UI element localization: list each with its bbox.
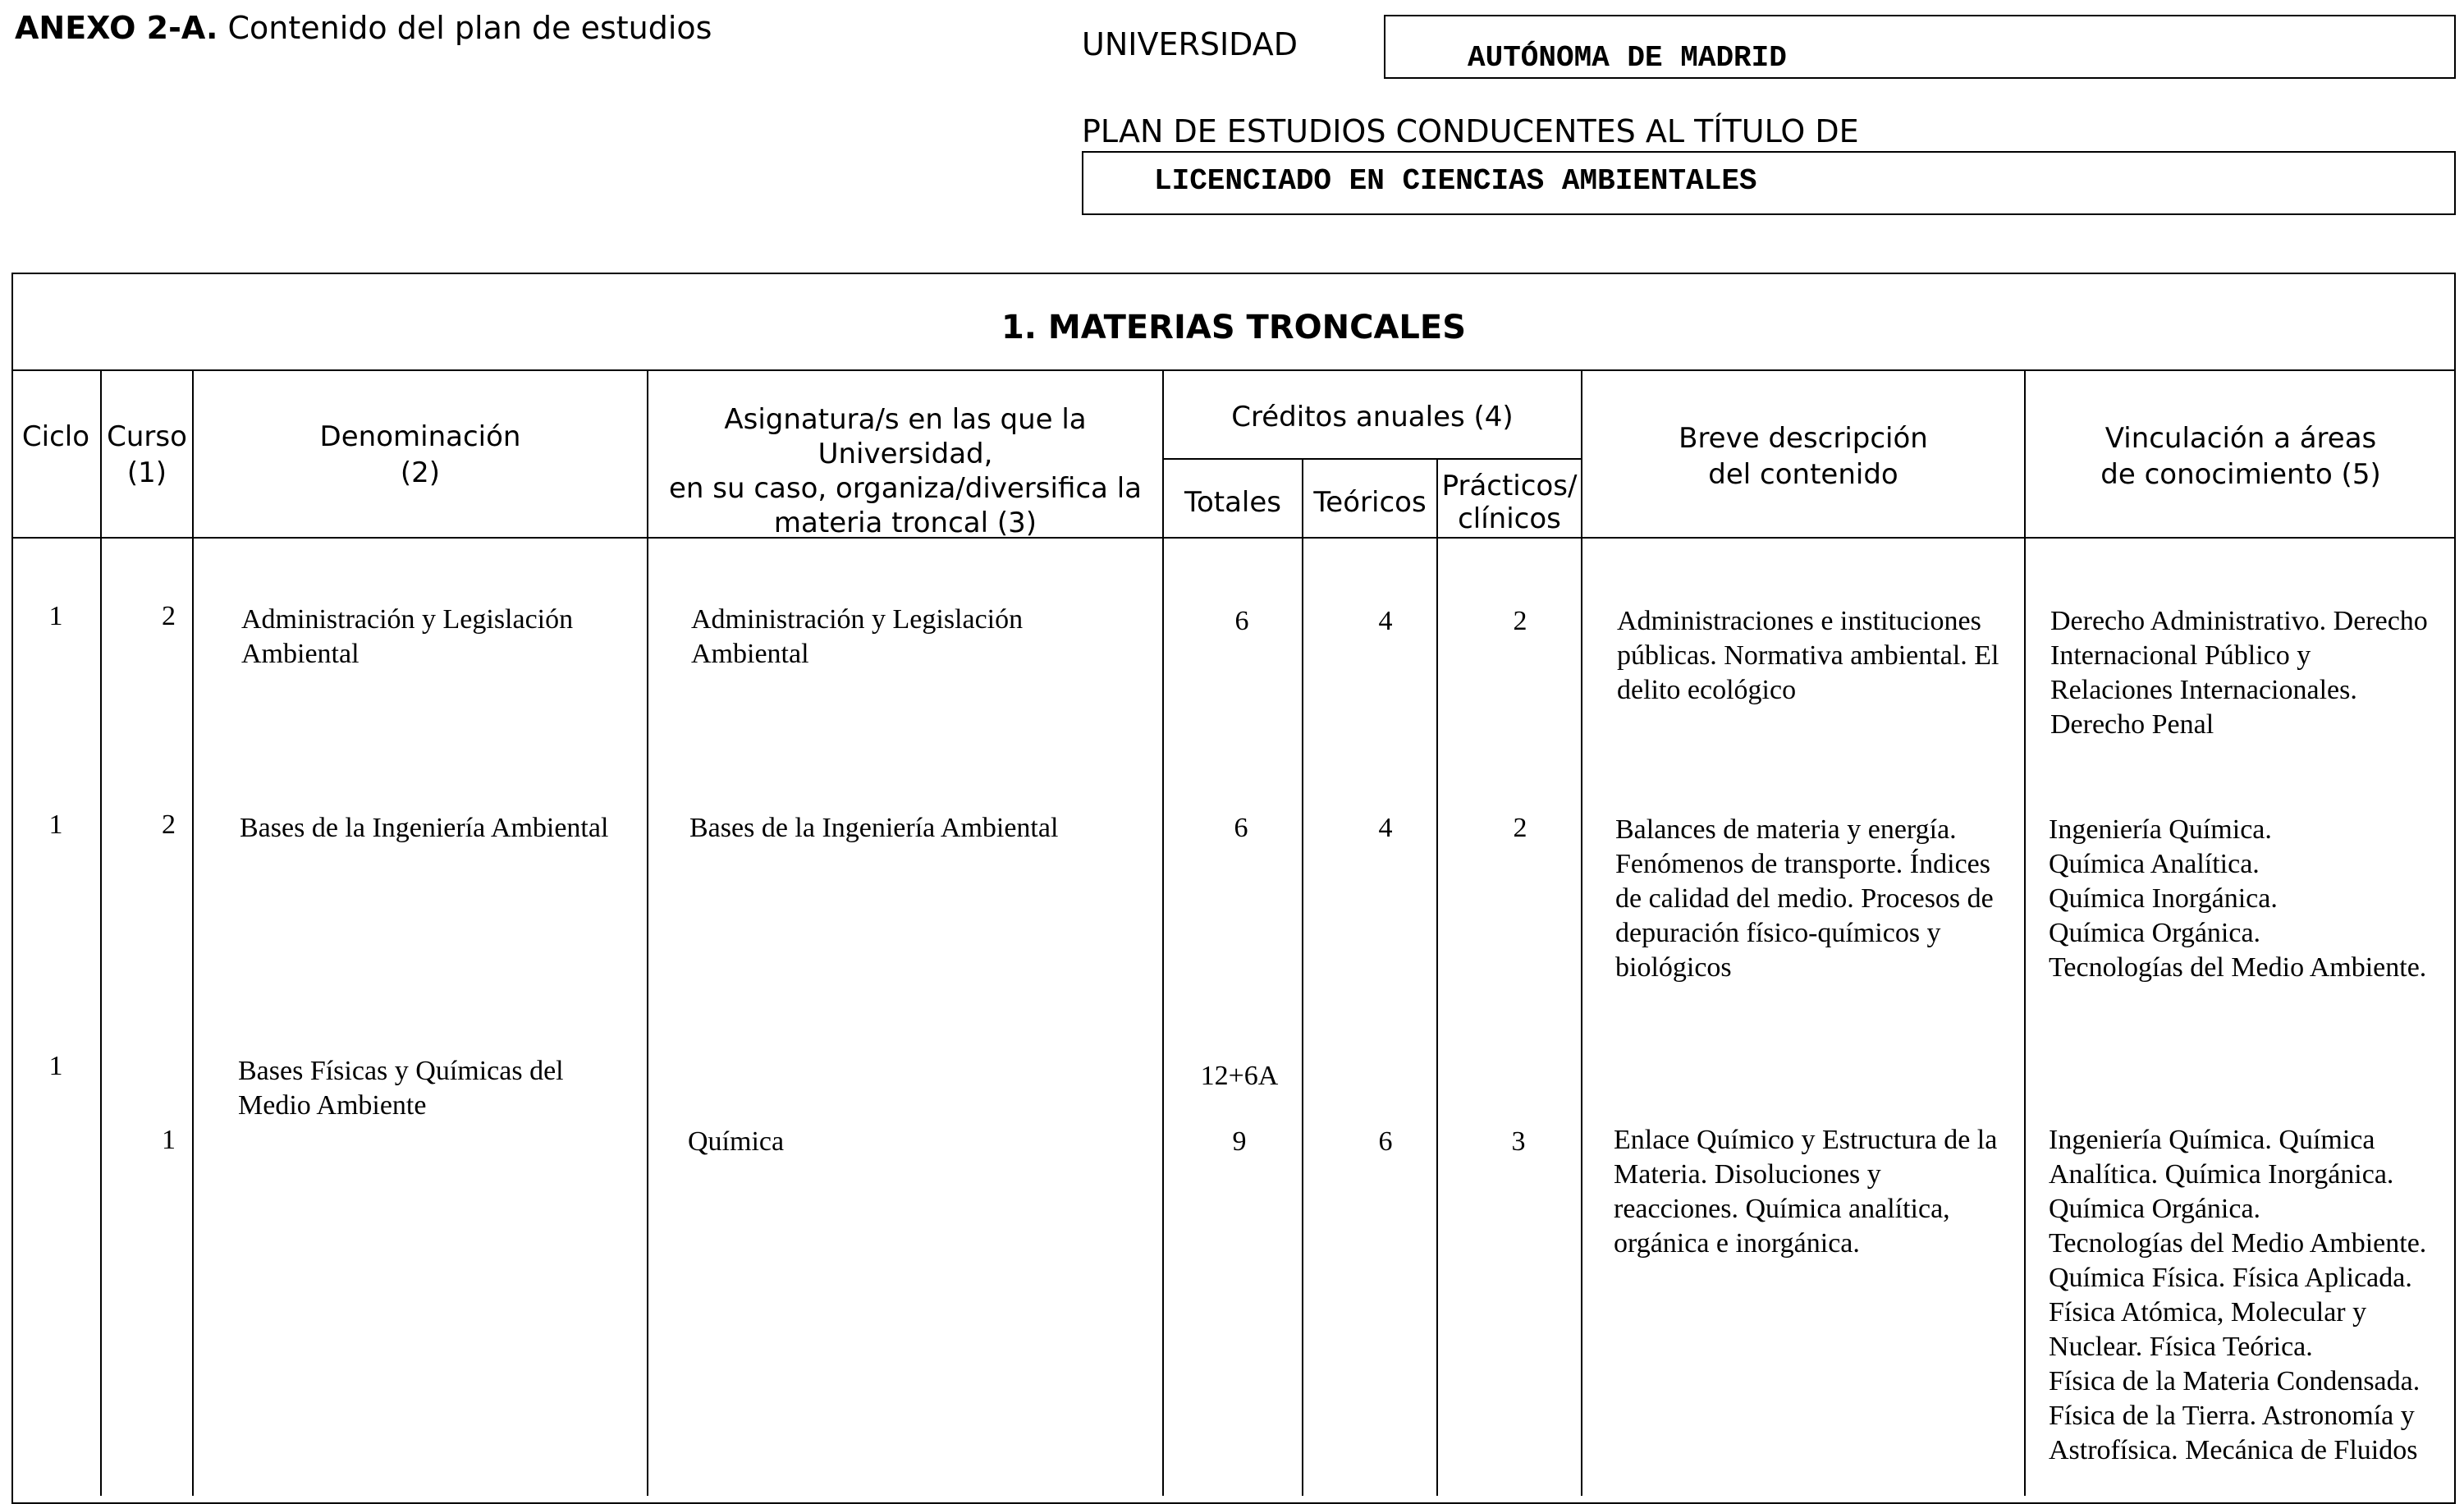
row4-totales: 9 — [1232, 1126, 1247, 1157]
row3-denominacion-line2: Medio Ambiente — [238, 1090, 427, 1121]
row4-descripcion-line2: Materia. Disoluciones y — [1614, 1159, 1881, 1190]
col-rule-ciclo — [100, 369, 102, 1496]
row4-vinculacion-line2: Analítica. Química Inorgánica. — [2049, 1159, 2394, 1190]
col-header-totales: Totales — [1184, 486, 1282, 519]
row1-descripcion — [1617, 604, 2024, 708]
col-header-vinculacion-line1: Vinculación a áreas — [2104, 422, 2377, 455]
row2-descripcion-line5: biológicos — [1615, 952, 1732, 983]
section-title: 1. MATERIAS TRONCALES — [1001, 309, 1467, 346]
row1-vinculacion-line1: Derecho Administrativo. Derecho — [2050, 606, 2428, 636]
col-header-teoricos: Teóricos — [1313, 486, 1427, 519]
row1-vinculacion-line2: Internacional Público y — [2050, 640, 2311, 671]
col-header-asignatura-line3: materia troncal (3) — [773, 507, 1037, 539]
col-header-curso-note: (1) — [126, 456, 167, 489]
row4-descripcion-line4: orgánica e inorgánica. — [1614, 1228, 1860, 1259]
universidad-label: UNIVERSIDAD — [1082, 26, 1298, 62]
row2-descripcion — [1615, 813, 2024, 985]
row4-descripcion — [1614, 1123, 2024, 1261]
row2-descripcion-line3: de calidad del medio. Procesos de — [1615, 883, 1994, 914]
row2-vinculacion-line5: Tecnologías del Medio Ambiente. — [2049, 952, 2427, 983]
header-bottom-rule — [11, 537, 2456, 539]
title-divider — [11, 369, 2456, 371]
col-rule-practicos — [1581, 369, 1582, 1496]
col-rule-asignatura — [1162, 369, 1164, 1496]
col-rule-curso — [192, 369, 194, 1496]
row4-asignatura-line1: Química — [688, 1126, 785, 1157]
row1-teoricos: 4 — [1378, 606, 1393, 636]
col-header-vinculacion-line2: de conocimiento (5) — [2100, 458, 2381, 491]
col-header-denominacion — [194, 419, 647, 491]
col-header-practicos-line2: clínicos — [1458, 502, 1561, 535]
row4-vinculacion-line1: Ingeniería Química. Química — [2049, 1125, 2375, 1155]
anexo-heading — [15, 8, 712, 48]
row1-asignatura — [691, 603, 1151, 672]
row1-asignatura-line2: Ambiental — [691, 639, 809, 669]
col-header-curso-label: Curso — [107, 420, 187, 453]
row2-teoricos: 4 — [1378, 813, 1393, 843]
row4-vinculacion-line10: Astrofísica. Mecánica de Fluidos — [2049, 1435, 2418, 1465]
col-header-denominacion-label: Denominación — [319, 420, 521, 453]
row2-ciclo: 1 — [48, 809, 63, 840]
col-header-descripcion-line2: del contenido — [1708, 458, 1898, 491]
col-header-practicos-line1: Prácticos/ — [1441, 470, 1578, 502]
row4-descripcion-line1: Enlace Químico y Estructura de la — [1614, 1125, 1998, 1155]
anexo-label: ANEXO 2-A. — [15, 10, 218, 46]
row1-descripcion-line2: públicas. Normativa ambiental. El — [1617, 640, 1999, 671]
row4-descripcion-line3: reacciones. Química analítica, — [1614, 1194, 1950, 1224]
row2-totales: 6 — [1234, 813, 1248, 843]
row2-vinculacion — [2049, 813, 2456, 985]
row3-denominacion-line1: Bases Físicas y Químicas del — [238, 1056, 564, 1086]
col-header-asignatura — [648, 402, 1162, 540]
row1-vinculacion — [2050, 604, 2456, 742]
row1-totales: 6 — [1234, 606, 1249, 636]
row1-asignatura-line1: Administración y Legislación — [691, 604, 1024, 635]
row4-vinculacion-line9: Física de la Tierra. Astronomía y — [2049, 1401, 2415, 1431]
row4-teoricos: 6 — [1378, 1126, 1393, 1157]
row2-descripcion-line1: Balances de materia y energía. — [1615, 814, 1957, 845]
universidad-field — [1384, 15, 2456, 79]
col-header-asignatura-line1: Asignatura/s en las que la Universidad, — [724, 403, 1087, 470]
row4-vinculacion — [2049, 1123, 2456, 1468]
row4-vinculacion-line7: Nuclear. Física Teórica. — [2049, 1332, 2313, 1362]
col-header-vinculacion — [2026, 420, 2456, 493]
row2-asignatura-line1: Bases de la Ingeniería Ambiental — [689, 813, 1059, 843]
row1-curso: 2 — [162, 601, 176, 631]
row1-descripcion-line3: delito ecológico — [1617, 675, 1797, 705]
row2-vinculacion-line4: Química Orgánica. — [2049, 918, 2261, 948]
col-header-curso — [102, 419, 192, 491]
row4-vinculacion-line8: Física de la Materia Condensada. — [2049, 1366, 2420, 1396]
row3-denominacion — [238, 1054, 640, 1123]
anexo-text: Contenido del plan de estudios — [227, 10, 712, 46]
col-header-ciclo: Ciclo — [21, 420, 90, 453]
plan-label: PLAN DE ESTUDIOS CONDUCENTES AL TÍTULO DE — [1082, 113, 1859, 149]
row1-denominacion-line1: Administración y Legislación — [241, 604, 574, 635]
row1-ciclo: 1 — [48, 601, 63, 631]
row4-asignatura — [688, 1125, 1147, 1159]
col-header-descripcion-line1: Breve descripción — [1679, 422, 1928, 455]
universidad-value: AUTÓNOMA DE MADRID — [1468, 41, 1787, 75]
row4-vinculacion-line3: Química Orgánica. — [2049, 1194, 2261, 1224]
row2-vinculacion-line1: Ingeniería Química. — [2049, 814, 2272, 845]
row4-curso: 1 — [162, 1125, 176, 1155]
row2-descripcion-line2: Fenómenos de transporte. Índices — [1615, 849, 1990, 879]
row2-practicos: 2 — [1513, 813, 1527, 843]
col-header-creditos: Créditos anuales (4) — [1231, 401, 1514, 433]
row1-descripcion-line1: Administraciones e instituciones — [1617, 606, 1981, 636]
row4-practicos: 3 — [1511, 1126, 1526, 1157]
titulo-field — [1082, 151, 2456, 215]
row2-denominacion — [240, 811, 645, 846]
row3-ciclo: 1 — [48, 1051, 63, 1081]
row1-vinculacion-line3: Relaciones Internacionales. — [2050, 675, 2357, 705]
col-rule-descripcion — [2024, 369, 2026, 1496]
col-header-descripcion — [1582, 420, 2024, 493]
row1-denominacion-line2: Ambiental — [241, 639, 360, 669]
row4-vinculacion-line4: Tecnologías del Medio Ambiente. — [2049, 1228, 2427, 1259]
col-header-practicos — [1438, 470, 1581, 535]
row4-vinculacion-line6: Física Atómica, Molecular y — [2049, 1297, 2367, 1327]
col-header-asignatura-line2: en su caso, organiza/diversifica la — [669, 472, 1142, 505]
titulo-value: LICENCIADO EN CIENCIAS AMBIENTALES — [1154, 164, 1757, 198]
row1-denominacion — [241, 603, 635, 672]
row2-descripcion-line4: depuración físico-químicos y — [1615, 918, 1941, 948]
row1-vinculacion-line4: Derecho Penal — [2050, 709, 2214, 740]
row2-asignatura — [689, 811, 1149, 846]
row1-practicos: 2 — [1513, 606, 1527, 636]
col-header-denominacion-note: (2) — [400, 456, 441, 489]
row4-vinculacion-line5: Química Física. Física Aplicada. — [2049, 1263, 2412, 1293]
row2-curso: 2 — [162, 809, 176, 840]
creditos-subdivider — [1164, 458, 1581, 460]
row2-vinculacion-line2: Química Analítica. — [2049, 849, 2260, 879]
row2-vinculacion-line3: Química Inorgánica. — [2049, 883, 2278, 914]
row3-totales: 12+6A — [1200, 1061, 1279, 1091]
row2-denominacion-line1: Bases de la Ingeniería Ambiental — [240, 813, 609, 843]
